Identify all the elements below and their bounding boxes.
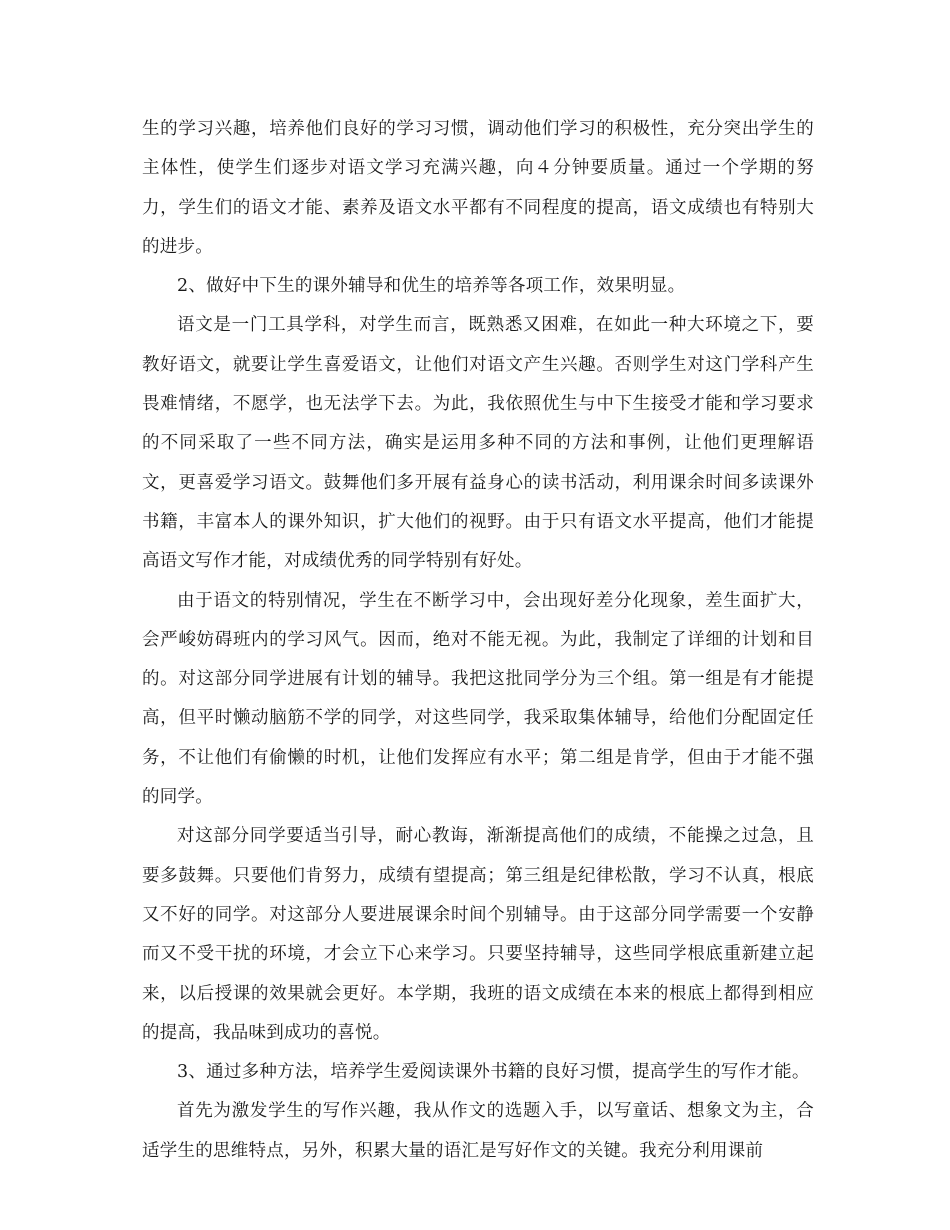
paragraph-6-heading: 3、通过多种方法，培养学生爱阅读课外书籍的良好习惯，提高学生的写作才能。 [177,1062,810,1083]
paragraph-5: 对这部分同学要适当引导，耐心教诲，渐渐提高他们的成绩，不能操之过急，且要多鼓舞。只要他们肯努力，成绩有望提高；第三组是纪律松散，学习不认真，根底又不好的同学。对这部分人要进展课余时间个别辅导。由于这部分同学需要一个安静而又不受干扰的环境，才会立下心来学习。只要坚持辅导，这些同学根底重新建立起来，以后授课的效果就会更好。本学期，我班的语文成绩在本来的根底上都得到相应的提高，我品味到成功的喜悦。 [142,826,814,1043]
paragraph-4: 由于语文的特别情况，学生在不断学习中，会出现好差分化现象，差生面扩大，会严峻妨碍班内的学习风气。因而，绝对不能无视。为此，我制定了详细的计划和目的。对这部分同学进展有计划的辅导。我把这批同学分为三个组。第一组是有才能提高，但平时懒动脑筋不学的同学，对这些同学，我采取集体辅导，给他们分配固定任务，不让他们有偷懒的时机，让他们发挥应有水平；第二组是肯学，但由于才能不强的同学。 [142,590,814,808]
paragraph-3: 语文是一门工具学科，对学生而言，既熟悉又困难，在如此一种大环境之下，要教好语文，就要让学生喜爱语文，让他们对语文产生兴趣。否则学生对这门学科产生畏难情绪，不愿学，也无法学下去。为此，我依照优生与中下生接受才能和学习要求的不同采取了一些不同方法，确实是运用多种不同的方法和事例，让他们更理解语文，更喜爱学习语文。鼓舞他们多开展有益身心的读书活动，利用课余时间多读课外书籍，丰富本人的课外知识，扩大他们的视野。由于只有语文水平提高，他们才能提高语文写作才能，对成绩优秀的同学特别有好处。 [142,315,814,572]
paragraph-2-heading: 2、做好中下生的课外辅导和优生的培养等各项工作，效果明显。 [177,276,686,297]
paragraph-1: 生的学习兴趣，培养他们良好的学习习惯，调动他们学习的积极性，充分突出学生的主体性，使学生们逐步对语文学习充满兴趣，向４分钟要质量。通过一个学期的努力，学生们的语文才能、素养及语文水平都有不同程度的提高，语文成绩也有特别大的进步。 [142,119,814,257]
document-body [142,110,814,1171]
paragraph-7: 首先为激发学生的写作兴趣，我从作文的选题入手，以写童话、想象文为主，合适学生的思维特点，另外，积累大量的语汇是写好作文的关键。我充分利用课前 [142,1101,814,1161]
